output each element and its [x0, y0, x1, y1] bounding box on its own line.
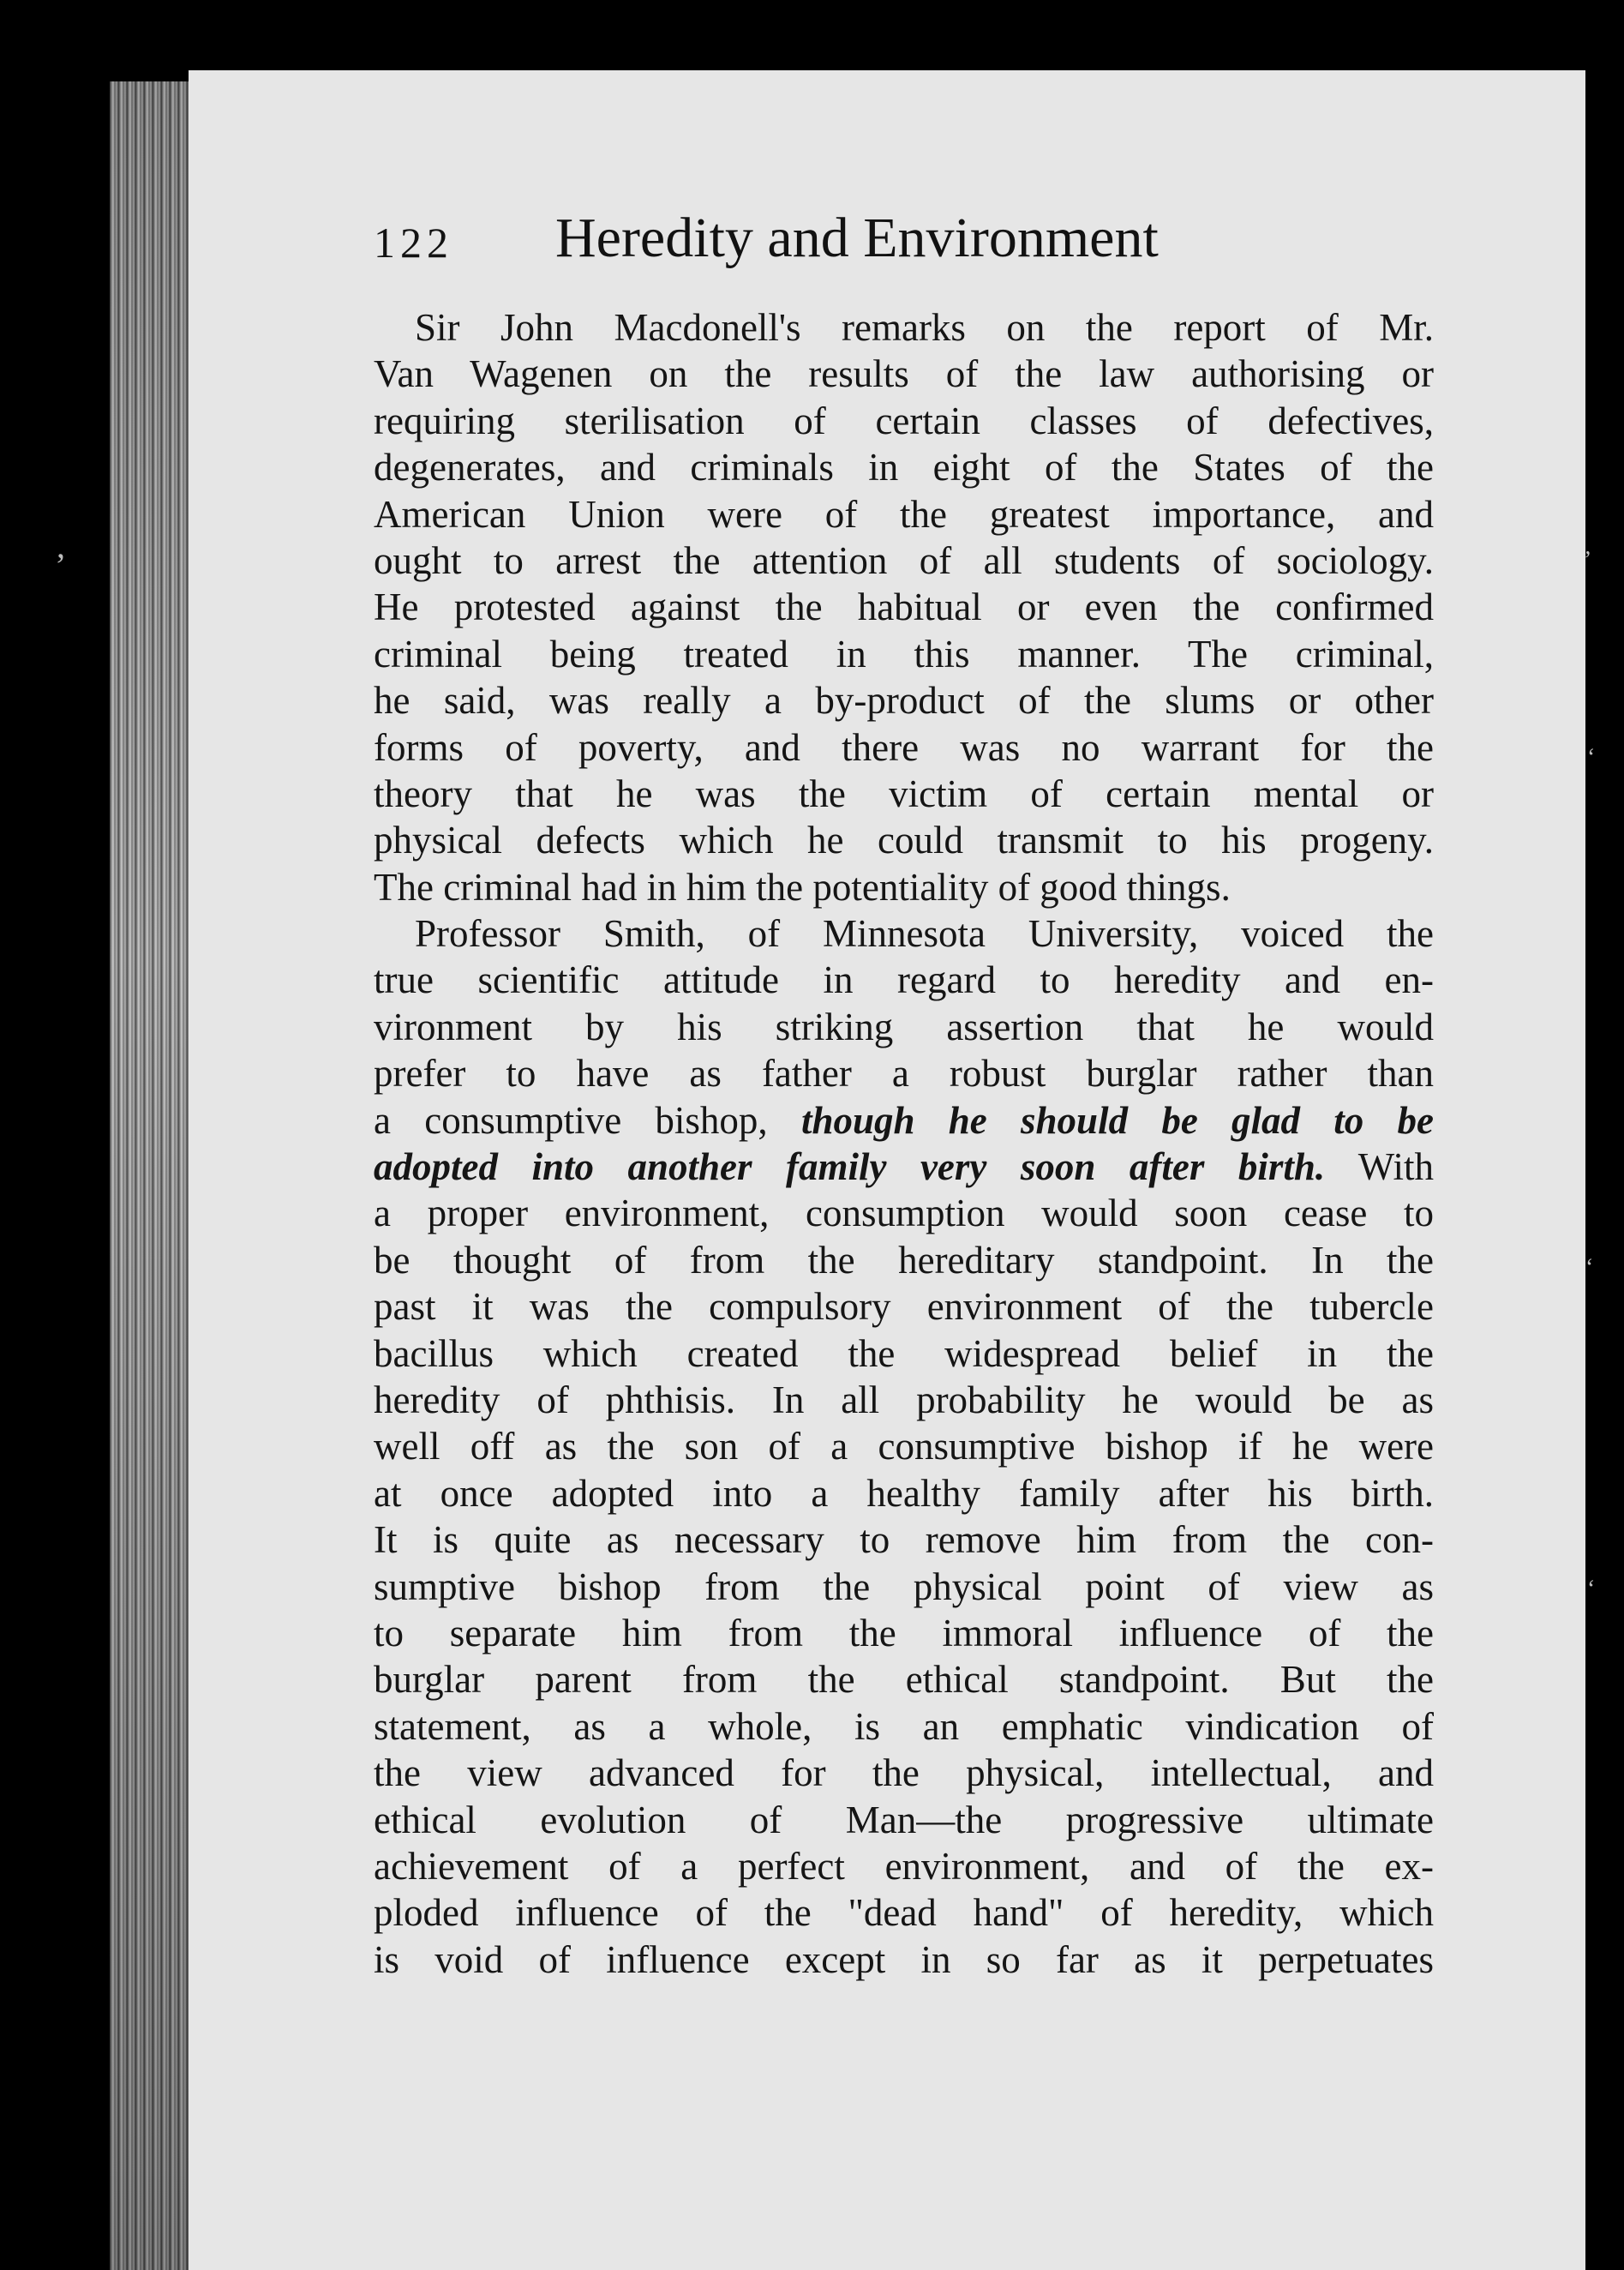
scan-speck: ‘: [1587, 1576, 1596, 1602]
text-line: The criminal had in him the potentiality of good things.: [374, 865, 1231, 909]
text-line: bacillus which created the widespread belief in the: [374, 1331, 1434, 1375]
text-line: well off as the son of a consumptive bishop if he were: [374, 1425, 1434, 1468]
text-line: prefer to have as father a robust burglar rather than: [374, 1052, 1434, 1096]
paragraph-1: [374, 304, 1434, 910]
text-line: It is quite as necessary to remove him from the con-: [374, 1518, 1434, 1562]
text-line: He protested against the habitual or even the confirmed: [374, 586, 1434, 629]
italic-text: though he should be glad to be: [800, 1098, 1434, 1142]
text-line: sumptive bishop from the physical point of view as: [374, 1564, 1434, 1608]
text-line: forms of poverty, and there was no warrant for the: [374, 725, 1434, 769]
text-line: theory that he was the victim of certain mental or: [374, 772, 1434, 815]
text-line: statement, as a whole, is an emphatic vindication of: [374, 1704, 1434, 1748]
text-line: adopted into another family very soon after birth. With: [374, 1145, 1434, 1189]
text-line: a proper environment, consumption would soon cease to: [374, 1192, 1434, 1235]
scan-speck: ’: [55, 546, 67, 585]
scan-speck: ’: [1584, 547, 1592, 574]
text-line: criminal being treated in this manner. The criminal,: [374, 632, 1434, 676]
text-line: degenerates, and criminals in eight of the States of the: [374, 446, 1434, 489]
text-line: past it was the compulsory environment of the tubercle: [374, 1285, 1434, 1329]
text-line: vironment by his striking assertion that he would: [374, 1005, 1434, 1048]
text-line: Professor Smith, of Minnesota University, voiced the: [415, 912, 1434, 956]
text-line: Sir John Macdonell's remarks on the report of Mr.: [415, 306, 1434, 349]
text-line: to separate him from the immoral influence of the: [374, 1611, 1434, 1654]
text-line: be thought of from the hereditary standpoint. In the: [374, 1238, 1434, 1282]
text-line: ought to arrest the attention of all students of sociology.: [374, 538, 1434, 582]
spine-shadow: [110, 81, 189, 2270]
body-text: [374, 304, 1434, 1983]
page-number: 122: [374, 219, 453, 267]
page-header: [374, 206, 1282, 300]
paragraph-2: [374, 910, 1434, 1983]
text-line: ploded influence of the "dead hand" of heredity, which: [374, 1891, 1434, 1935]
running-title: Heredity and Environment: [555, 207, 1159, 269]
text-line: requiring sterilisation of certain classes of defectives,: [374, 399, 1434, 442]
scan-speck: ‘: [1587, 744, 1596, 771]
text-line: achievement of a perfect environment, and of the ex-: [374, 1844, 1434, 1888]
scan-speck: ‘: [1585, 1254, 1594, 1281]
text-line: ethical evolution of Man—the progressive ultimate: [374, 1798, 1434, 1841]
text-line: Van Wagenen on the results of the law authorising or: [374, 352, 1434, 396]
text-line: burglar parent from the ethical standpoint. But the: [374, 1658, 1434, 1702]
text-line: is void of influence except in so far as it perpetuates: [374, 1937, 1434, 1981]
text-line: the view advanced for the physical, intellectual, and: [374, 1751, 1434, 1795]
text-line: a consumptive bishop, though he should be glad to be: [374, 1098, 1434, 1142]
italic-text: adopted into another family very soon after birth.: [374, 1145, 1326, 1189]
text-line: physical defects which he could transmit to his progeny.: [374, 819, 1434, 862]
text-line: true scientific attitude in regard to heredity and en-: [374, 958, 1434, 1002]
text-line: American Union were of the greatest importance, and: [374, 492, 1434, 536]
text-line: heredity of phthisis. In all probability he would be as: [374, 1378, 1434, 1421]
text-line: he said, was really a by-product of the slums or other: [374, 679, 1434, 723]
page-right-edge: [1585, 70, 1624, 2270]
text-line: at once adopted into a healthy family after his birth.: [374, 1471, 1434, 1515]
